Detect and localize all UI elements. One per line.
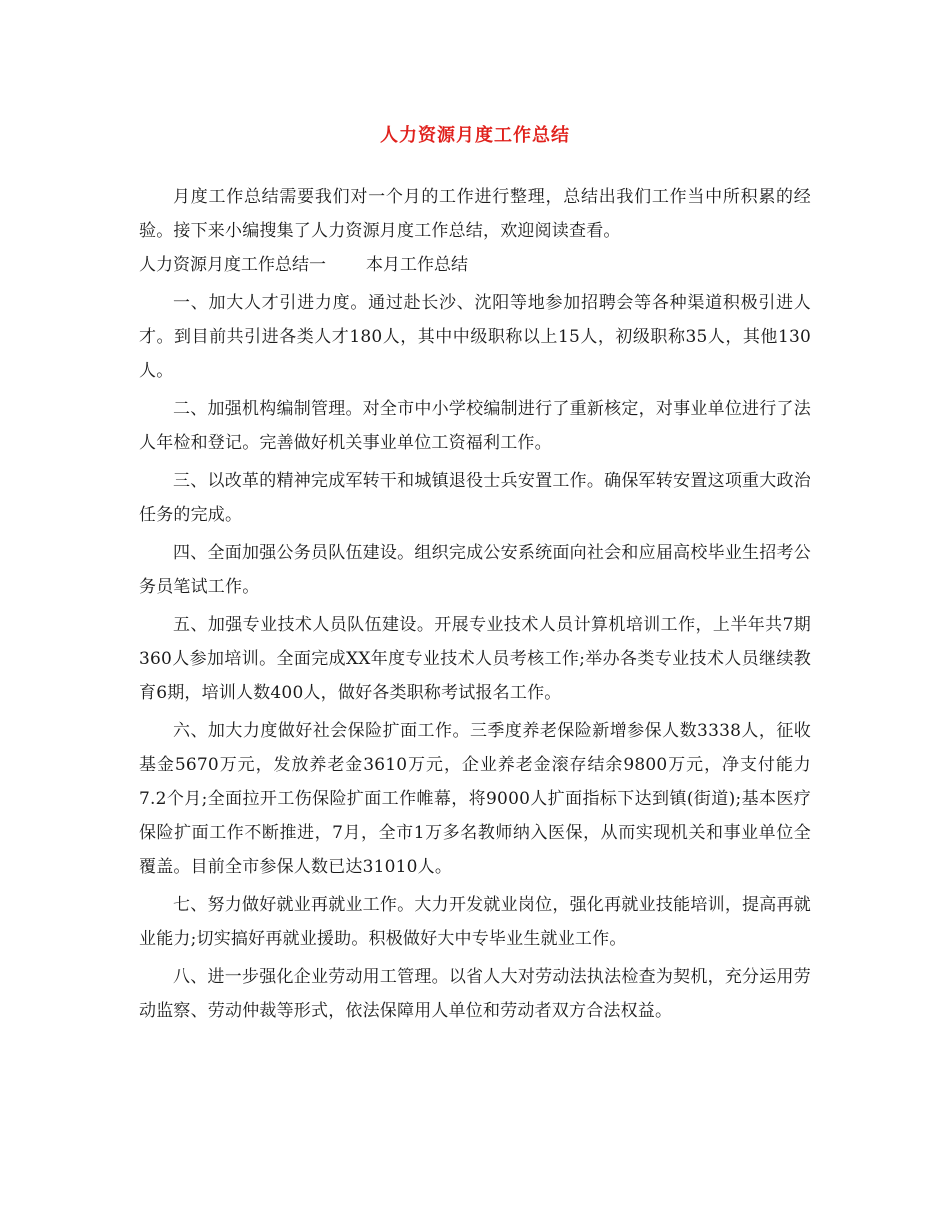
section-heading: [139, 248, 811, 282]
paragraph-4: 四、全面加强公务员队伍建设。组织完成公安系统面向社会和应届高校毕业生招考公务员笔试工作。: [139, 543, 811, 597]
document-page: [139, 118, 811, 1032]
paragraph-7: 七、努力做好就业再就业工作。大力开发就业岗位，强化再就业技能培训，提高再就业能力;切实搞好再就业援助。积极做好大中专毕业生就业工作。: [139, 895, 811, 949]
document-title: 人力资源月度工作总结: [380, 125, 570, 146]
paragraph-8: 八、进一步强化企业劳动用工管理。以省人大对劳动法执法检查为契机，充分运用劳动监察、劳动仲裁等形式，依法保障用人单位和劳动者双方合法权益。: [139, 967, 811, 1021]
paragraph-3: 三、以改革的精神完成军转干和城镇退役士兵安置工作。确保军转安置这项重大政治任务的完成。: [139, 471, 811, 525]
paragraph-1: 一、加大人才引进力度。通过赴长沙、沈阳等地参加招聘会等各种渠道积极引进人才。到目前共引进各类人才180人，其中中级职称以上15人，初级职称35人，其他130人。: [139, 293, 811, 381]
section-heading-left: 人力资源月度工作总结一: [139, 255, 326, 275]
paragraph-2: 二、加强机构编制管理。对全市中小学校编制进行了重新核定，对事业单位进行了法人年检和登记。完善做好机关事业单位工资福利工作。: [139, 399, 811, 453]
section-heading-right: 本月工作总结: [366, 255, 468, 275]
paragraph-5: 五、加强专业技术人员队伍建设。开展专业技术人员计算机培训工作，上半年共7期360人参加培训。全面完成XX年度专业技术人员考核工作;举办各类专业技术人员继续教育6期，培训人数400人，做好各类职称考试报名工作。: [139, 615, 811, 703]
paragraph-6: 六、加大力度做好社会保险扩面工作。三季度养老保险新增参保人数3338人，征收基金5670万元，发放养老金3610万元，企业养老金滚存结余9800万元，净支付能力7.2个月;全面拉开工伤保险扩面工作帷幕，将9000人扩面指标下达到镇(街道);基本医疗保险扩面工作不断推进，7月，全市1万多名教师纳入医保，从而实现机关和事业单位全覆盖。目前全市参保人数已达31010人。: [139, 721, 811, 877]
intro-paragraph: 月度工作总结需要我们对一个月的工作进行整理，总结出我们工作当中所积累的经验。接下来小编搜集了人力资源月度工作总结，欢迎阅读查看。: [139, 187, 811, 241]
